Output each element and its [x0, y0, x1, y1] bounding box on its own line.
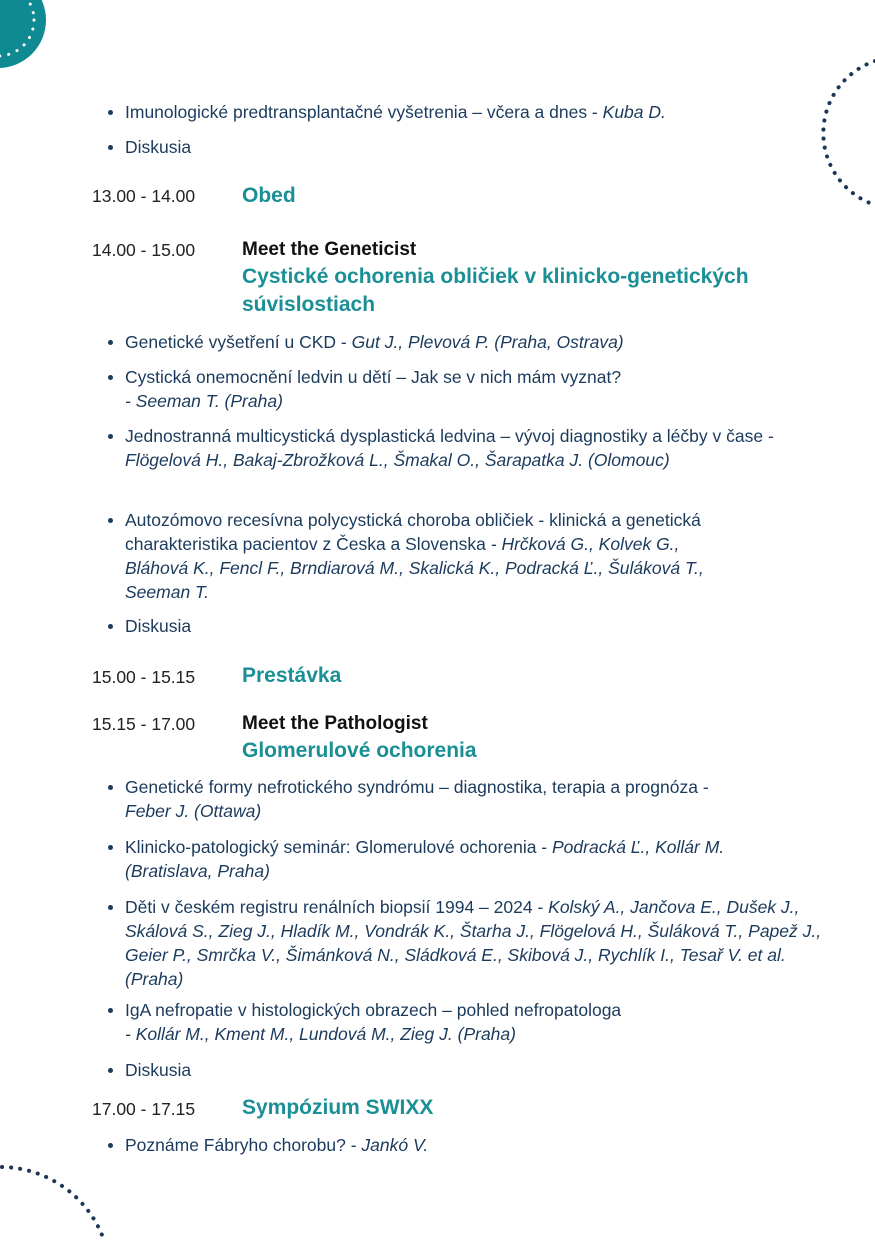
session-time: 14.00 - 15.00: [92, 240, 196, 260]
item-authors: - Kollár M., Kment M., Lundová M., Zieg J. (Praha): [125, 1024, 516, 1044]
program-item: [125, 508, 745, 604]
program-item: [125, 424, 775, 472]
item-authors: Gut J., Plevová P. (Praha, Ostrava): [351, 332, 624, 352]
item-authors: Kuba D.: [602, 102, 666, 122]
session-title: Cystické ochorenia obličiek v klinicko-genetických súvislostiach: [242, 265, 749, 316]
bottom-left-dotted-arc-decoration: [0, 1155, 110, 1241]
item-title: Diskusia: [125, 1060, 192, 1080]
item-authors: - Hrčková G., Kolvek G., Bláhová K., Fencl F., Brndiarová M., Skalická K., Podracká Ľ., Šuláková T., Seeman T.: [125, 534, 704, 602]
item-title: Diskusia: [125, 616, 192, 636]
session-pre-title: Meet the Geneticist: [242, 239, 417, 260]
item-title: Jednostranná multicystická dysplastická ledvina – vývoj diagnostiky a léčby v čase -: [125, 426, 774, 446]
item-title: Genetické formy nefrotického syndrómu – diagnostika, terapia a prognóza -: [125, 777, 709, 797]
session-pre-title: Meet the Pathologist: [242, 713, 428, 734]
item-title: Genetické vyšetření u CKD -: [125, 332, 352, 352]
item-title: Autozómovo recesívna polycystická choroba obličiek - klinická a genetická charakteristika pacientov z Česka a Slovenska: [125, 510, 701, 554]
session-title: Obed: [242, 184, 296, 207]
program-item: [125, 614, 825, 638]
session-time: 15.00 - 15.15: [92, 667, 196, 687]
program-item: [125, 835, 775, 883]
item-authors: Jankó V.: [361, 1135, 429, 1155]
top-left-circle-decoration: [0, 0, 60, 80]
item-title: Diskusia: [125, 137, 192, 157]
item-authors: Kolský A., Jančova E., Dušek J., Skálová S., Zieg J., Hladík M., Vondrák K., Štarha J., Flögelová H., Šuláková T., Papež J., Geier P., Smrčka V., Šimánková N., Sládková E., Skibová J., Rychlík I., Tesař V. et al. (Praha): [125, 897, 822, 989]
item-title: Klinicko-patologický seminár: Glomerulové ochorenia -: [125, 837, 552, 857]
item-title: Děti v českém registru renálních biopsií 1994 – 2024 -: [125, 897, 549, 917]
session-title: Prestávka: [242, 664, 342, 687]
session-time: 15.15 - 17.00: [92, 714, 196, 734]
item-title: IgA nefropatie v histologických obrazech – pohled nefropatologa: [125, 1000, 622, 1020]
program-item: [125, 1058, 825, 1082]
program-item: [125, 1133, 825, 1157]
item-authors: Feber J. (Ottawa): [125, 801, 262, 821]
item-authors: Flögelová H., Bakaj-Zbrožková L., Šmakal O., Šarapatka J. (Olomouc): [125, 450, 670, 470]
session-title: Glomerulové ochorenia: [242, 739, 477, 762]
program-item: [125, 895, 825, 991]
program-item: [125, 100, 825, 124]
item-authors: Podracká Ľ., Kollár M. (Bratislava, Praha): [125, 837, 725, 881]
program-item: [125, 135, 825, 159]
session-time: 13.00 - 14.00: [92, 186, 196, 206]
program-item: [125, 775, 725, 823]
item-title: Imunologické predtransplantačné vyšetrenia – včera a dnes -: [125, 102, 603, 122]
item-title: Poznáme Fábryho chorobu? -: [125, 1135, 362, 1155]
session-title: Sympózium SWIXX: [242, 1096, 434, 1119]
item-authors: - Seeman T. (Praha): [125, 391, 283, 411]
item-title: Cystická onemocnění ledvin u dětí – Jak se v nich mám vyznat?: [125, 367, 622, 387]
program-item: [125, 365, 725, 413]
program-item: [125, 330, 825, 354]
session-time: 17.00 - 17.15: [92, 1099, 196, 1119]
program-item: [125, 998, 765, 1046]
